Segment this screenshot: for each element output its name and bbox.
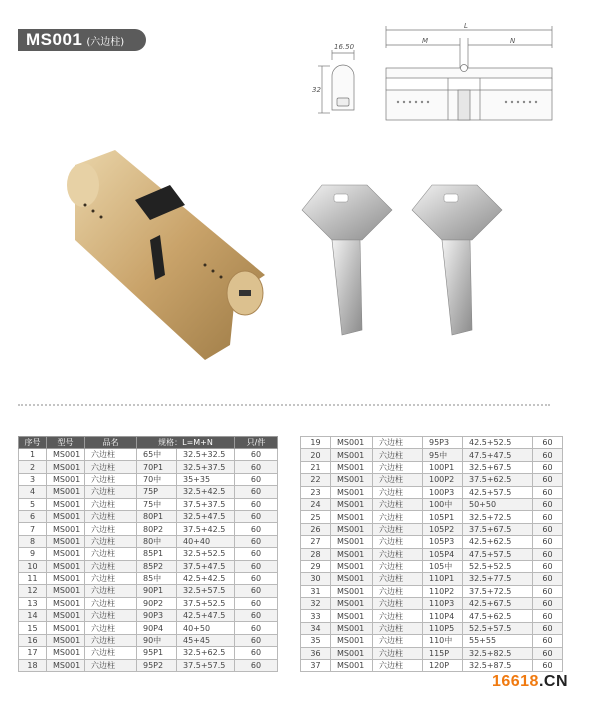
table-cell: MS001 xyxy=(331,536,373,548)
table-cell: 80P2 xyxy=(137,523,177,535)
table-cell: 3 xyxy=(19,473,47,485)
table-cell: 10 xyxy=(19,560,47,572)
table-cell: 60 xyxy=(533,486,563,498)
table-cell: MS001 xyxy=(331,548,373,560)
table-cell: MS001 xyxy=(47,647,85,659)
table-cell: 60 xyxy=(235,597,278,609)
table-cell: 六边柱 xyxy=(85,535,137,547)
table-cell: 9 xyxy=(19,548,47,560)
table-cell: 60 xyxy=(235,510,278,522)
table-cell: 60 xyxy=(533,660,563,672)
dim-width-label: 16.50 xyxy=(334,43,355,51)
table-cell: 32.5+87.5 xyxy=(463,660,533,672)
table-cell: MS001 xyxy=(47,548,85,560)
table-cell: MS001 xyxy=(47,486,85,498)
table-row xyxy=(301,622,563,634)
table-cell: 60 xyxy=(235,659,278,671)
table-cell: MS001 xyxy=(47,498,85,510)
table-row xyxy=(301,660,563,672)
table-cell: 六边柱 xyxy=(373,536,423,548)
model-subtitle: (六边柱) xyxy=(86,36,125,48)
table-cell: MS001 xyxy=(47,634,85,646)
table-cell: 六边柱 xyxy=(85,597,137,609)
table-cell: MS001 xyxy=(331,437,373,449)
lock-cylinder-image xyxy=(55,145,270,370)
table-cell: 35 xyxy=(301,635,331,647)
table-cell: 5 xyxy=(19,498,47,510)
table-header-row xyxy=(19,437,278,449)
table-cell: MS001 xyxy=(47,610,85,622)
table-cell: 60 xyxy=(235,449,278,461)
table-cell: MS001 xyxy=(331,635,373,647)
table-cell: 37.5+72.5 xyxy=(463,585,533,597)
table-cell: MS001 xyxy=(331,560,373,572)
table-cell: 60 xyxy=(533,498,563,510)
spec-table-right xyxy=(300,436,563,672)
table-cell: 六边柱 xyxy=(85,548,137,560)
table-cell: 60 xyxy=(533,511,563,523)
dim-height-label: 32 xyxy=(312,86,321,94)
table-cell: 19 xyxy=(301,437,331,449)
table-cell: MS001 xyxy=(331,610,373,622)
table-cell: MS001 xyxy=(331,511,373,523)
key-right xyxy=(412,185,502,335)
product-title-badge xyxy=(18,29,146,51)
table-cell: 95P3 xyxy=(423,437,463,449)
table-cell: 六边柱 xyxy=(373,498,423,510)
table-cell: 80P1 xyxy=(137,510,177,522)
table-cell: MS001 xyxy=(331,474,373,486)
technical-drawing xyxy=(300,18,580,128)
table-cell: 7 xyxy=(19,523,47,535)
table-cell: 六边柱 xyxy=(85,510,137,522)
table-row xyxy=(19,548,278,560)
table-cell: 60 xyxy=(533,585,563,597)
col-header-model: 型号 xyxy=(47,437,85,449)
table-cell: 6 xyxy=(19,510,47,522)
table-cell: MS001 xyxy=(47,449,85,461)
table-cell: 70中 xyxy=(137,473,177,485)
table-cell: 六边柱 xyxy=(373,461,423,473)
table-cell: 85中 xyxy=(137,572,177,584)
table-cell: 32.5+37.5 xyxy=(177,461,235,473)
table-row xyxy=(301,573,563,585)
table-cell: 100P1 xyxy=(423,461,463,473)
table-cell: 六边柱 xyxy=(85,647,137,659)
table-cell: 60 xyxy=(235,523,278,535)
table-cell: 六边柱 xyxy=(373,474,423,486)
table-cell: 1 xyxy=(19,449,47,461)
table-cell: 60 xyxy=(235,572,278,584)
table-cell: 25 xyxy=(301,511,331,523)
table-cell: 37.5+57.5 xyxy=(177,659,235,671)
table-cell: 六边柱 xyxy=(85,523,137,535)
table-cell: 115P xyxy=(423,647,463,659)
table-cell: 六边柱 xyxy=(373,548,423,560)
table-cell: 14 xyxy=(19,610,47,622)
table-cell: 105P4 xyxy=(423,548,463,560)
table-row xyxy=(301,548,563,560)
table-cell: 六边柱 xyxy=(373,622,423,634)
table-cell: 52.5+57.5 xyxy=(463,622,533,634)
table-cell: 35+35 xyxy=(177,473,235,485)
table-row xyxy=(19,597,278,609)
table-cell: 六边柱 xyxy=(373,660,423,672)
table-cell: MS001 xyxy=(47,535,85,547)
key-left xyxy=(302,185,392,335)
table-cell: 105P3 xyxy=(423,536,463,548)
table-cell: 42.5+52.5 xyxy=(463,437,533,449)
table-cell: 六边柱 xyxy=(373,449,423,461)
table-cell: 六边柱 xyxy=(373,610,423,622)
table-cell: 85P2 xyxy=(137,560,177,572)
table-cell: 32.5+82.5 xyxy=(463,647,533,659)
table-cell: 90P2 xyxy=(137,597,177,609)
table-cell: MS001 xyxy=(47,572,85,584)
table-cell: 37.5+52.5 xyxy=(177,597,235,609)
table-cell: 110P5 xyxy=(423,622,463,634)
table-cell: 37.5+67.5 xyxy=(463,523,533,535)
table-cell: 42.5+67.5 xyxy=(463,598,533,610)
table-cell: 105P1 xyxy=(423,511,463,523)
table-cell: 37 xyxy=(301,660,331,672)
table-cell: 60 xyxy=(533,536,563,548)
table-cell: 47.5+57.5 xyxy=(463,548,533,560)
table-cell: 34 xyxy=(301,622,331,634)
logo-number: 16618 xyxy=(491,673,539,690)
table-cell: MS001 xyxy=(47,585,85,597)
table-cell: 六边柱 xyxy=(85,610,137,622)
table-cell: 60 xyxy=(533,573,563,585)
table-cell: 105中 xyxy=(423,560,463,572)
table-row xyxy=(301,610,563,622)
table-row xyxy=(301,585,563,597)
table-cell: MS001 xyxy=(331,647,373,659)
table-row xyxy=(301,511,563,523)
table-cell: 85P1 xyxy=(137,548,177,560)
table-cell: 60 xyxy=(235,461,278,473)
table-cell: 18 xyxy=(19,659,47,671)
model-name: MS001 xyxy=(26,30,83,49)
table-cell: 37.5+47.5 xyxy=(177,560,235,572)
table-row xyxy=(301,560,563,572)
table-cell: 110P4 xyxy=(423,610,463,622)
table-cell: 60 xyxy=(533,437,563,449)
table-cell: 42.5+57.5 xyxy=(463,486,533,498)
table-row xyxy=(19,585,278,597)
table-cell: 32.5+52.5 xyxy=(177,548,235,560)
table-cell: 六边柱 xyxy=(85,498,137,510)
table-cell: 75P xyxy=(137,486,177,498)
table-cell: 60 xyxy=(235,498,278,510)
table-cell: 37.5+37.5 xyxy=(177,498,235,510)
table-cell: 37.5+42.5 xyxy=(177,523,235,535)
table-cell: 60 xyxy=(235,560,278,572)
table-cell: 4 xyxy=(19,486,47,498)
table-cell: 六边柱 xyxy=(85,560,137,572)
table-cell: 60 xyxy=(235,486,278,498)
table-row xyxy=(19,659,278,671)
table-cell: MS001 xyxy=(331,461,373,473)
table-row xyxy=(301,486,563,498)
table-cell: 六边柱 xyxy=(85,461,137,473)
table-cell: 95中 xyxy=(423,449,463,461)
table-cell: 32.5+32.5 xyxy=(177,449,235,461)
table-cell: 23 xyxy=(301,486,331,498)
table-cell: 75中 xyxy=(137,498,177,510)
table-row xyxy=(19,560,278,572)
table-row xyxy=(19,572,278,584)
table-cell: 六边柱 xyxy=(85,572,137,584)
table-cell: 60 xyxy=(533,635,563,647)
logo-domain: .CN xyxy=(538,673,568,690)
table-cell: MS001 xyxy=(331,523,373,535)
table-cell: 29 xyxy=(301,560,331,572)
table-cell: 65中 xyxy=(137,449,177,461)
table-cell: 13 xyxy=(19,597,47,609)
table-cell: MS001 xyxy=(47,510,85,522)
table-cell: 32.5+47.5 xyxy=(177,510,235,522)
table-cell: 42.5+42.5 xyxy=(177,572,235,584)
table-cell: 47.5+62.5 xyxy=(463,610,533,622)
table-cell: MS001 xyxy=(331,585,373,597)
col-header-spec: 规格：L=M+N xyxy=(137,437,235,449)
table-cell: 100P2 xyxy=(423,474,463,486)
col-header-product-name: 品名 xyxy=(85,437,137,449)
table-row xyxy=(301,536,563,548)
table-cell: 21 xyxy=(301,461,331,473)
table-cell: 40+40 xyxy=(177,535,235,547)
dim-total-label: L xyxy=(464,22,468,30)
table-row xyxy=(301,437,563,449)
table-cell: 32.5+77.5 xyxy=(463,573,533,585)
table-row xyxy=(301,474,563,486)
table-cell: 33 xyxy=(301,610,331,622)
table-cell: 60 xyxy=(235,634,278,646)
table-row xyxy=(19,535,278,547)
table-cell: 60 xyxy=(533,647,563,659)
table-cell: 60 xyxy=(533,610,563,622)
table-cell: 六边柱 xyxy=(373,635,423,647)
table-cell: 16 xyxy=(19,634,47,646)
table-cell: 20 xyxy=(301,449,331,461)
table-cell: MS001 xyxy=(331,660,373,672)
table-cell: MS001 xyxy=(47,659,85,671)
table-cell: 2 xyxy=(19,461,47,473)
table-row xyxy=(19,647,278,659)
table-cell: 六边柱 xyxy=(85,449,137,461)
table-cell: 六边柱 xyxy=(85,585,137,597)
table-cell: 32.5+62.5 xyxy=(177,647,235,659)
table-cell: 50+50 xyxy=(463,498,533,510)
table-row xyxy=(19,449,278,461)
table-cell: 32.5+67.5 xyxy=(463,461,533,473)
table-cell: MS001 xyxy=(47,597,85,609)
table-row xyxy=(19,610,278,622)
table-cell: 六边柱 xyxy=(373,511,423,523)
table-cell: MS001 xyxy=(47,622,85,634)
col-header-qty: 只/件 xyxy=(235,437,278,449)
table-cell: 17 xyxy=(19,647,47,659)
keys-image xyxy=(292,180,542,340)
table-cell: MS001 xyxy=(47,473,85,485)
table-cell: 90P3 xyxy=(137,610,177,622)
table-cell: 60 xyxy=(235,473,278,485)
table-cell: 105P2 xyxy=(423,523,463,535)
table-row xyxy=(19,473,278,485)
table-row xyxy=(301,647,563,659)
table-row xyxy=(301,449,563,461)
table-cell: 70P1 xyxy=(137,461,177,473)
table-cell: 60 xyxy=(533,449,563,461)
table-cell: 60 xyxy=(235,585,278,597)
table-cell: 120P xyxy=(423,660,463,672)
table-cell: MS001 xyxy=(331,498,373,510)
table-cell: 六边柱 xyxy=(85,622,137,634)
table-cell: 31 xyxy=(301,585,331,597)
table-cell: 45+45 xyxy=(177,634,235,646)
table-cell: MS001 xyxy=(331,622,373,634)
table-cell: 六边柱 xyxy=(373,523,423,535)
table-row xyxy=(19,486,278,498)
table-cell: 24 xyxy=(301,498,331,510)
table-cell: 32.5+57.5 xyxy=(177,585,235,597)
table-cell: 32 xyxy=(301,598,331,610)
table-cell: MS001 xyxy=(47,560,85,572)
table-cell: 110P2 xyxy=(423,585,463,597)
table-cell: 90中 xyxy=(137,634,177,646)
spec-table-left xyxy=(18,436,278,672)
table-cell: 28 xyxy=(301,548,331,560)
table-cell: 六边柱 xyxy=(373,647,423,659)
table-cell: 六边柱 xyxy=(373,573,423,585)
table-row xyxy=(301,498,563,510)
table-cell: 52.5+52.5 xyxy=(463,560,533,572)
dim-m-label: M xyxy=(422,37,429,45)
table-cell: MS001 xyxy=(47,461,85,473)
table-cell: 95P1 xyxy=(137,647,177,659)
table-cell: 100中 xyxy=(423,498,463,510)
table-row xyxy=(19,498,278,510)
table-cell: 100P3 xyxy=(423,486,463,498)
table-cell: 六边柱 xyxy=(85,659,137,671)
table-cell: 90P4 xyxy=(137,622,177,634)
table-cell: 60 xyxy=(235,622,278,634)
table-cell: 六边柱 xyxy=(373,585,423,597)
table-cell: 60 xyxy=(533,474,563,486)
table-cell: 110P3 xyxy=(423,598,463,610)
table-cell: 26 xyxy=(301,523,331,535)
table-cell: 55+55 xyxy=(463,635,533,647)
dim-n-label: N xyxy=(510,37,516,45)
table-cell: 60 xyxy=(533,598,563,610)
table-cell: 32.5+72.5 xyxy=(463,511,533,523)
table-cell: 12 xyxy=(19,585,47,597)
table-row xyxy=(19,634,278,646)
table-cell: 60 xyxy=(533,560,563,572)
table-cell: 60 xyxy=(235,535,278,547)
table-cell: 27 xyxy=(301,536,331,548)
table-cell: 8 xyxy=(19,535,47,547)
table-cell: 95P2 xyxy=(137,659,177,671)
table-row xyxy=(301,635,563,647)
table-cell: 80中 xyxy=(137,535,177,547)
table-row xyxy=(301,598,563,610)
table-cell: 15 xyxy=(19,622,47,634)
table-row xyxy=(19,622,278,634)
table-cell: 60 xyxy=(533,622,563,634)
table-cell: MS001 xyxy=(331,598,373,610)
table-cell: MS001 xyxy=(47,523,85,535)
table-cell: 六边柱 xyxy=(373,486,423,498)
table-cell: 110中 xyxy=(423,635,463,647)
table-cell: 六边柱 xyxy=(85,473,137,485)
table-cell: MS001 xyxy=(331,573,373,585)
table-row xyxy=(19,523,278,535)
table-cell: 110P1 xyxy=(423,573,463,585)
table-row xyxy=(19,510,278,522)
table-cell: 30 xyxy=(301,573,331,585)
table-cell: 42.5+47.5 xyxy=(177,610,235,622)
table-cell: 37.5+62.5 xyxy=(463,474,533,486)
table-cell: 36 xyxy=(301,647,331,659)
table-row xyxy=(301,523,563,535)
table-cell: MS001 xyxy=(331,486,373,498)
section-divider xyxy=(18,404,550,406)
table-cell: 60 xyxy=(533,523,563,535)
table-cell: 47.5+47.5 xyxy=(463,449,533,461)
table-cell: 60 xyxy=(235,647,278,659)
table-cell: 32.5+42.5 xyxy=(177,486,235,498)
site-logo xyxy=(492,673,568,691)
table-cell: 22 xyxy=(301,474,331,486)
table-cell: 42.5+62.5 xyxy=(463,536,533,548)
table-cell: 60 xyxy=(533,548,563,560)
table-row xyxy=(19,461,278,473)
table-cell: 11 xyxy=(19,572,47,584)
table-cell: 60 xyxy=(235,548,278,560)
table-row xyxy=(301,461,563,473)
table-cell: 40+50 xyxy=(177,622,235,634)
col-header-index: 序号 xyxy=(19,437,47,449)
table-cell: 60 xyxy=(235,610,278,622)
table-cell: 六边柱 xyxy=(85,486,137,498)
table-cell: 六边柱 xyxy=(85,634,137,646)
table-cell: 六边柱 xyxy=(373,598,423,610)
table-cell: MS001 xyxy=(331,449,373,461)
table-cell: 60 xyxy=(533,461,563,473)
table-cell: 90P1 xyxy=(137,585,177,597)
table-cell: 六边柱 xyxy=(373,560,423,572)
table-cell: 六边柱 xyxy=(373,437,423,449)
